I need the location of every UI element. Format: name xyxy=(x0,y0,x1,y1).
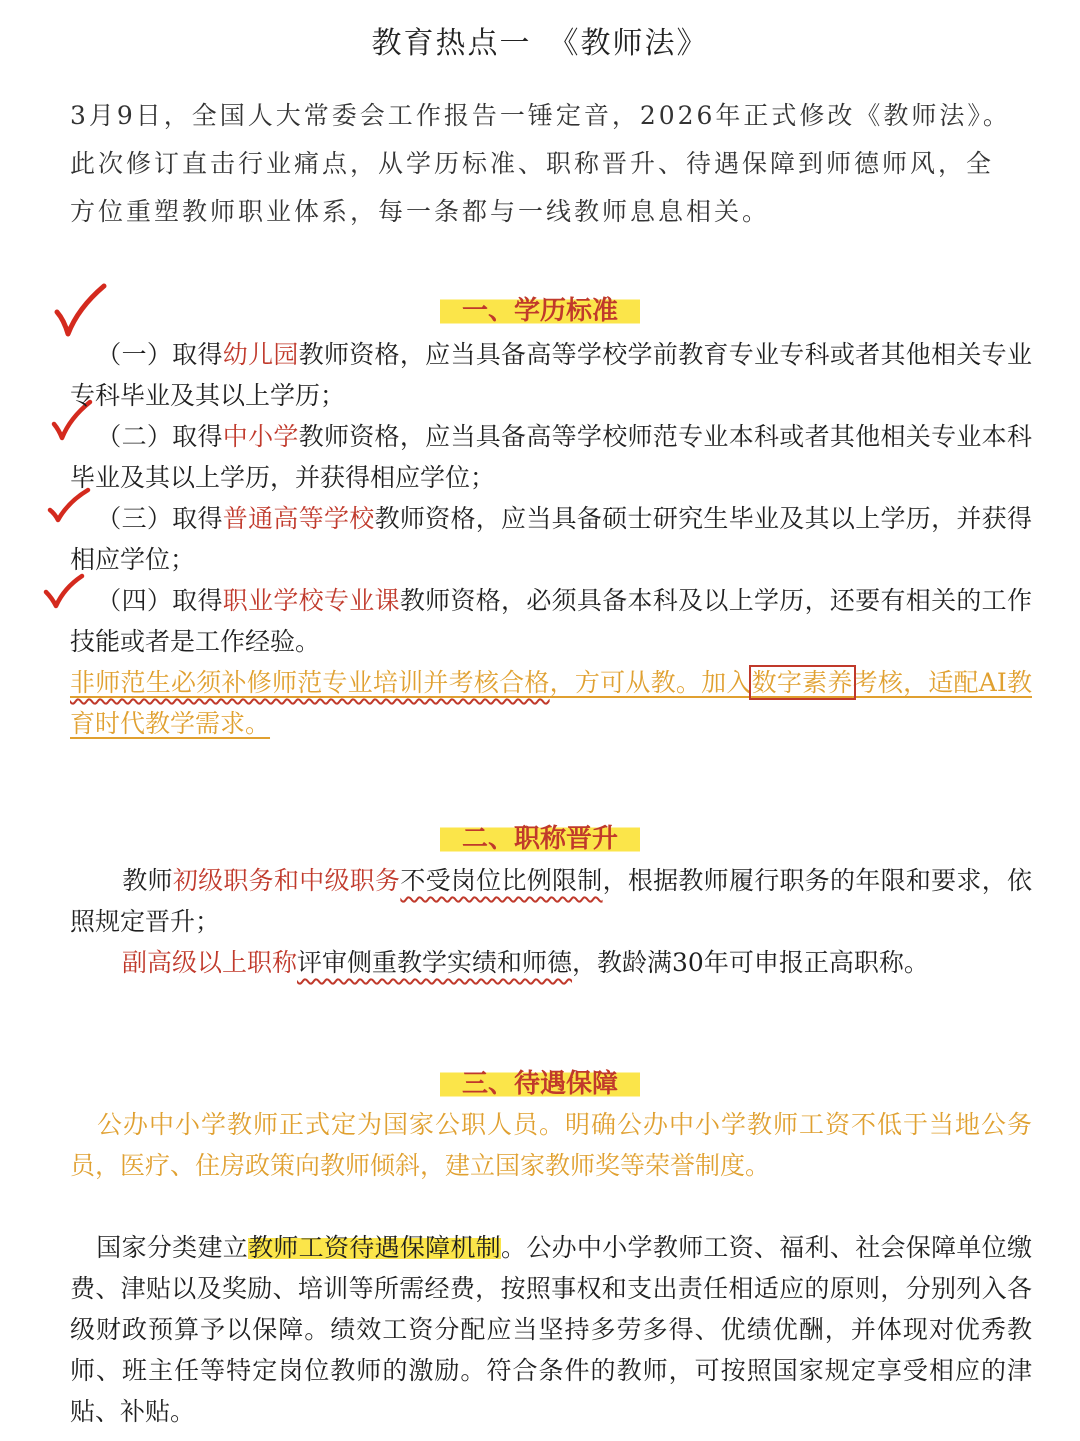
underlined-phrase: 评审侧重教学实绩和师德 xyxy=(297,948,573,977)
paragraph: 教师初级职务和中级职务不受岗位比例限制，根据教师履行职务的年限和要求，依照规定晋升； xyxy=(70,866,1032,936)
section3-heading: 三、待遇保障 xyxy=(440,1069,640,1099)
section1-list xyxy=(70,334,1032,744)
underlined-phrase: 不受岗位比例限制 xyxy=(400,866,603,895)
list-item: （四）取得职业学校专业课教师资格，必须具备本科及以上学历，还要有相关的工作技能或者是工作经验。 xyxy=(70,586,1032,656)
boxed-term: 数字素养 xyxy=(751,668,853,697)
highlight-term: 初级职务和中级职务 xyxy=(172,866,401,895)
section3-heading-wrap xyxy=(0,1069,1080,1099)
list-item: （三）取得普通高等学校教师资格，应当具备硕士研究生毕业及其以上学历，并获得相应学位； xyxy=(70,504,1032,574)
list-item: （二）取得中小学教师资格，应当具备高等学校师范专业本科或者其他相关专业本科毕业及其以上学历，并获得相应学位； xyxy=(70,422,1032,492)
page-title: 教育热点一 《教师法》 xyxy=(371,26,709,61)
intro-paragraph: 3月9日，全国人大常委会工作报告一锤定音，2026年正式修改《教师法》。此次修订直击行业痛点，从学历标准、职称晋升、待遇保障到师德师风，全方位重塑教师职业体系，每一条都与一线教师息息相关。 xyxy=(70,101,1011,226)
school-type: 普通高等学校 xyxy=(222,504,375,533)
list-item: （一）取得幼儿园教师资格，应当具备高等学校学前教育专业专科或者其他相关专业专科毕业及其以上学历； xyxy=(70,340,1032,410)
section1-heading-wrap xyxy=(0,296,1080,326)
check-mark-icon xyxy=(52,282,108,340)
section2-heading-wrap xyxy=(0,824,1080,854)
section1-heading: 一、学历标准 xyxy=(440,296,640,326)
school-type: 职业学校专业课 xyxy=(222,586,400,615)
school-type: 幼儿园 xyxy=(222,340,299,369)
section3-paragraph: 国家分类建立教师工资待遇保障机制。公办中小学教师工资、福利、社会保障单位缴费、津贴以及奖励、培训等所需经费，按照事权和支出责任相适应的原则，分别列入各级财政预算予以保障。绩效工资分配应当坚持多劳多得、优绩优酬，并体现对优秀教师、班主任等特定岗位教师的激励。符合条件的教师，可按照国家规定享受相应的津贴、补贴。 xyxy=(70,1233,1032,1426)
highlight-term: 教师工资待遇保障机制 xyxy=(248,1233,502,1262)
section3-orange-paragraph: 公办中小学教师正式定为国家公职人员。明确公办中小学教师工资不低于当地公务员，医疗、住房政策向教师倾斜，建立国家教师奖等荣誉制度。 xyxy=(70,1110,1032,1180)
highlight-term: 副高级以上职称 xyxy=(122,948,298,977)
section1-note: 非师范生必须补修师范专业培训并考核合格，方可从教。加入数字素养考核，适配AI教育时代教学需求。 xyxy=(70,668,1032,738)
school-type: 中小学 xyxy=(222,422,299,451)
section2-body xyxy=(70,860,1032,983)
section2-heading: 二、职称晋升 xyxy=(440,824,640,854)
paragraph: 副高级以上职称评审侧重教学实绩和师德，教龄满30年可申报正高职称。 xyxy=(122,948,929,977)
